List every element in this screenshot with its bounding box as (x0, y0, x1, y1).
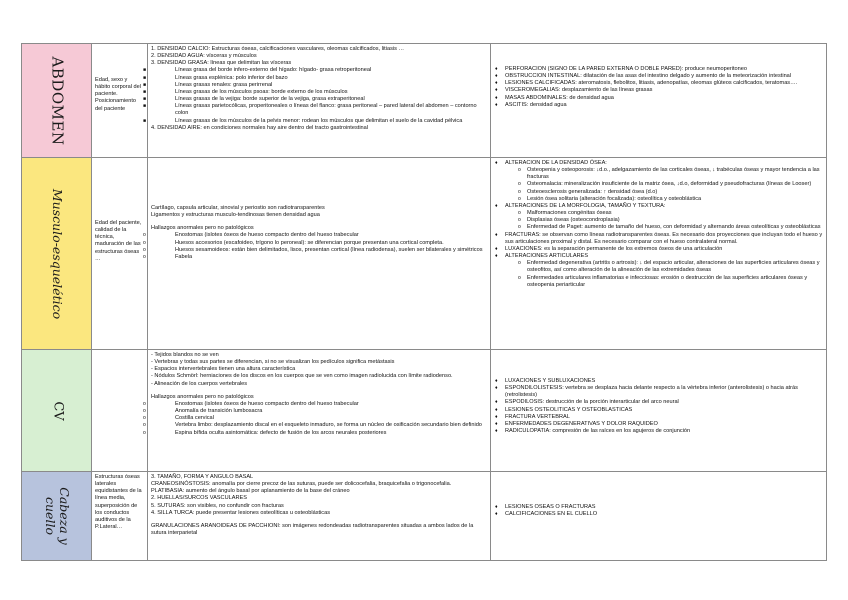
text-line: Líneas grasas parietocólicas, properitoneales o líneas del flanco: grasa peritoneal – pared lateral del abdomen – contorno colon (175, 103, 477, 117)
text-line: 4. SILLA TURCA: puede presentar lesiones osteolíticas u osteoblásticas (151, 509, 330, 516)
text-line: 5. SUTURAS: son visibles, no confundir con fracturas (151, 502, 284, 509)
list-item: ♦ ASCITIS: densidad agua (494, 102, 823, 109)
list-item: ♦ OBSTRUCCION INTESTINAL: dilatación de las asas del intestino delgado y aumento de la meteorización intestinal (494, 73, 823, 80)
text-line: Cartílago, capsula articular, sinovial y periostio son radiotransparentes (151, 205, 325, 211)
text-line: 3. TAMAÑO, FORMA Y ANGULO BASAL (151, 474, 254, 480)
cabeza-label-line1: Cabeza y (56, 487, 72, 545)
bullet-item: ■ Líneas grasa esplénica: polo inferior del bazo (143, 74, 288, 81)
cv-desc-cell (92, 350, 148, 472)
list-item: ♦ PERFORACION (SIGNO DE LA PARED EXTERNA O DOBLE PARED): produce neumoperitoneo (494, 66, 823, 73)
abdomen-label-cell (22, 44, 92, 158)
text-line: Líneas grasas de los músculos de la pelvis menor: rodean los músculos que delimitan el suelo de la cavidad pélvica (175, 117, 463, 124)
bullet-item: o Costilla cervical (143, 415, 214, 422)
text-line: Líneas grasa del borde infero-externo del hígado: hígado- grasa retroperitoneal (175, 67, 372, 74)
text-line: GRANULACIONES ARANOIDEAS DE PACCHIONI: son imágenes redondeadas radiotransparentes situadas a ambos lados de la sutura interparietal (151, 522, 474, 537)
text-line: 1. DENSIDAD CALCIO: Estructuras óseas, calcificaciones vasculares, oleomas calcificados, litiasis … (151, 46, 405, 52)
bullet-item: ■ Líneas grasa del borde infero-externo del hígado: hígado- grasa retroperitoneal (143, 67, 372, 74)
cv-findings-cell (143, 350, 491, 472)
text-line: - Nódulos Schmörl: herniaciones de los discos en los cuerpos que se ven como imagen radiolucida con límite radiodenso. (151, 373, 453, 380)
list-item: ♦ ESPODILOSIS: destrucción de la porción interarticular del arco neural (494, 399, 823, 406)
row-cabeza (22, 472, 827, 561)
text-line: PLATIBASIA: aumento del ángulo basal por aplanamiento de la base del cráneo (151, 488, 350, 495)
cabeza-desc-cell (92, 472, 148, 561)
text-line: Hallazgos anormales pero no patológicos (151, 393, 254, 400)
text-line: Huesos sesamoideos: están bien delimitados, lisos, presentan cortical (línea radiodensa), suelen ser bilaterales y simétricos (175, 246, 483, 253)
list-item: ♦ FRACTURA VERTEBRAL (494, 414, 823, 421)
text-line: Líneas grasa esplénica: polo inferior del bazo (175, 74, 288, 81)
cv-pathology-cell (491, 350, 827, 472)
list-item: o Osteopenia y osteoporosis: ↓d.o., adelgazamiento de las corticales óseas, ↓ trabéculas óseas y mayor tendencia a las fracturas (494, 167, 823, 181)
text-line: Enostomas (islotes óseos de hueso compacto dentro del hueso trabecular (175, 400, 359, 407)
musculo-pathology-cell (491, 158, 827, 350)
cabeza-label-line2: cuello (42, 497, 58, 535)
bullet-item: o Huesos accesorios (escafoideo, trígono lo peroneal): se diferencian porque presentan una cortical completa. (143, 239, 444, 246)
list-item: ♦ VISCEROMEGALIAS: desplazamiento de las líneas grasas (494, 87, 823, 94)
bullet-item: o Anomalía de transición lumbosacra (143, 408, 263, 415)
row-abdomen (22, 44, 827, 158)
text-line: Ligamentos y estructuras musculo-tendinosas tienen densidad agua (151, 212, 320, 219)
abdomen-desc-cell (92, 44, 148, 158)
text-line: - Vertebras y todas sus partes se diferencian, si no se visualizan los pedículos significa metástasis (151, 359, 395, 366)
list-item: ♦ RADICULOPATIA: compresión de las raíces en los agujeros de conjunción (494, 428, 823, 435)
text-line: Enostomas (islotes óseos de hueso compacto dentro del hueso trabecular (175, 232, 359, 239)
list-item: ♦ ALTERACION DE LA DENSIDAD ÓSEA: (494, 160, 823, 167)
abdomen-desc: Edad, sexo y hábito corporal del paciente. Posicionamiento del paciente (95, 77, 142, 112)
abdomen-findings-cell (143, 44, 491, 158)
row-cv (22, 350, 827, 472)
list-item: ♦ LESIONES OSEAS O FRACTURAS (494, 504, 823, 511)
bullet-item: ■ Líneas grasas de los músculos psoas: borde externo de los músculos (143, 88, 348, 95)
musculo-label: Musculo-esquelético (49, 188, 65, 319)
bullet-item: o Huesos sesamoideos: están bien delimitados, lisos, presentan cortical (línea radiodensa), suelen ser bilaterales y simétricos (143, 246, 483, 253)
bullet-item: o Enostomas (islotes óseos de hueso compacto dentro del hueso trabecular (143, 400, 359, 407)
text-line: - Tejidos blandos no se ven (151, 352, 219, 358)
list-item: ♦ ALTERACIONES DE LA MORFOLOGIA, TAMAÑO Y TEXTURA: (494, 203, 823, 210)
cabeza-findings-cell (148, 472, 491, 561)
bullet-item: ■ Líneas grasas parietocólicas, properitoneales o líneas del flanco: grasa peritoneal – pared lateral del abdomen – contorno colon (143, 103, 477, 117)
text-line: Espina bífida oculta asintomática: defecto de fusión de los arcos neurales posteriores (175, 429, 387, 436)
list-item: o Enfermedades articulares inflamatorias e infecciosas: erosión o destrucción de las superficies articulares óseas y osteopenia periarticular (494, 275, 823, 289)
musculo-desc-cell (92, 158, 148, 350)
bullet-item: o Enostomas (islotes óseos de hueso compacto dentro del hueso trabecular (143, 232, 359, 239)
list-item: ♦ LUXACIONES: es la separación permanente de los extremos óseos de una articulación (494, 246, 823, 253)
list-item: o Enfermedad degenerativa (artritis o artrosis): ↓ del espacio articular, alteraciones de las superficies articulares óseas y osteofitos, así como alteración de la alineación de las extremidades óseas (494, 260, 823, 274)
musculo-pathology-list (494, 160, 823, 289)
list-item: ♦ ESPONDILOLISTESIS: vertebra se desplaza hacia delante respecto a la vértebra inferior (anterolistesis) o hacia atrás (retrolistesis) (494, 385, 823, 399)
text-line: Huesos accesorios (escafoideo, trígono lo peroneal): se diferencian porque presentan una cortical completa. (175, 239, 444, 246)
list-item: ♦ LESIONES OSTEOLITICAS Y OSTEOBLASTICAS (494, 407, 823, 414)
cabeza-label-cell (22, 472, 92, 561)
cv-pathology-list (494, 378, 823, 435)
text-line: - Espacios intervertebrales tienen una altura característica (151, 366, 296, 373)
cabeza-label (43, 487, 71, 545)
list-item: o Enfermedad de Paget: aumento de tamaño del hueso, con deformidad y alternando áreas osteolíticas y osteoblásticas (494, 224, 823, 231)
list-item: ♦ LESIONES CALCIFICADAS: ateromatosis, flebolitos, litiasis, adenopatías, oleomas glúteos calcificados, teratomas…. (494, 80, 823, 87)
summary-table (21, 43, 827, 561)
abdomen-pathology-cell (491, 44, 827, 158)
cv-label-cell (22, 350, 92, 472)
text-line: 2. HUELLAS/SURCOS VASCULARES (151, 495, 247, 502)
musculo-label-cell (22, 158, 92, 350)
list-item: o Osteomalacia: mineralización insuficiente de la matriz ósea, ↓d.o, deformidad y pseudofracturas (líneas de Looser) (494, 181, 823, 188)
cabeza-pathology-list (494, 504, 823, 518)
bullet-item: o Espina bífida oculta asintomática: defecto de fusión de los arcos neurales posteriores (143, 429, 387, 436)
list-item: o Displasias óseas (osteocondroplasia) (494, 217, 823, 224)
abdomen-pathology-list (494, 66, 823, 109)
bullet-item: o Fabela (143, 253, 193, 260)
text-line: CRANEOSINÓSTOSIS: anomalía por cierre precoz de las suturas, puede ser dolicocefalia, braquicefalia o trigonocefalia. (151, 481, 452, 488)
text-line: Líneas grasas de los músculos psoas: borde externo de los músculos (175, 88, 348, 95)
abdomen-label: ABDOMEN (48, 55, 67, 146)
list-item: ♦ FRACTURAS: se observan como líneas radiotransparentes óseas. Es necesario dos proyecciones que incluyan todo el hueso y sus articulaciones proximal y distal. Es necesario comparar con el hueso contralateral normal. (494, 232, 823, 246)
text-line: Costilla cervical (175, 415, 214, 422)
list-item: ♦ CALCIFICACIONES EN EL CUELLO (494, 511, 823, 518)
text-line: Líneas grasas renales: grasa perirrenal (175, 81, 273, 88)
list-item: ♦ LUXACIONES Y SUBLUXACIONES (494, 378, 823, 385)
list-item: o Osteoesclerosis generalizada: ↑ densidad ósea (d.o) (494, 189, 823, 196)
list-item: ♦ MASAS ABDOMINALES: de densidad agua (494, 95, 823, 102)
text-line: Hallazgos anormales pero no patológicos (151, 225, 254, 232)
text-line: 4. DENSIDAD AIRE: en condiciones normales hay aire dentro del tracto gastrointestinal (151, 124, 369, 131)
list-item: ♦ ENFERMEDADES DEGENERATIVAS Y DOLOR RAQUIDEO (494, 421, 823, 428)
list-item: ♦ ALTERACIONES ARTICULARES (494, 253, 823, 260)
bullet-item: ■ Líneas grasas de la vejiga: borde superior de la vejiga, grasa extraperitoneal (143, 96, 365, 103)
row-musculo (22, 158, 827, 350)
text-line: - Alineación de los cuerpos vertebrales (151, 380, 248, 387)
text-line: Vertebra limbo: desplazamiento discal en el esqueleto inmaduro, se forma un núcleo de osificación secundario bien definido (175, 422, 482, 429)
cabeza-pathology-cell (491, 472, 827, 561)
text-line: Líneas grasas de la vejiga: borde superior de la vejiga, grasa extraperitoneal (175, 96, 365, 103)
text-line: 3. DENSIDAD GRASA: líneas que delimitan las vísceras (151, 60, 292, 67)
bullet-item: ■ Líneas grasas de los músculos de la pelvis menor: rodean los músculos que delimitan el suelo de la cavidad pélvica (143, 117, 463, 124)
text-line: Fabela (175, 253, 193, 260)
cv-label: CV (49, 400, 65, 421)
bullet-item: o Vertebra limbo: desplazamiento discal en el esqueleto inmaduro, se forma un núcleo de osificación secundario bien definido (143, 422, 482, 429)
list-item: o Malformaciones congénitas óseas (494, 210, 823, 217)
text-line: 2. DENSIDAD AGUA: vísceras y músculos (151, 53, 257, 60)
musculo-desc: Edad del paciente, calidad de la técnica, maduración de las estructuras óseas … (95, 220, 142, 262)
list-item: o Lesión ósea solitaria (alteración focalizada): osteolítica y osteoblástica (494, 196, 823, 203)
musculo-findings-cell (143, 158, 491, 350)
bullet-item: ■ Líneas grasas renales: grasa perirrenal (143, 81, 273, 88)
cabeza-desc: Estructuras óseas laterales equidistantes de la línea media, superposición de los conductos auditivos de la P.Lateral… (95, 474, 142, 531)
text-line: Anomalía de transición lumbosacra (175, 408, 263, 415)
